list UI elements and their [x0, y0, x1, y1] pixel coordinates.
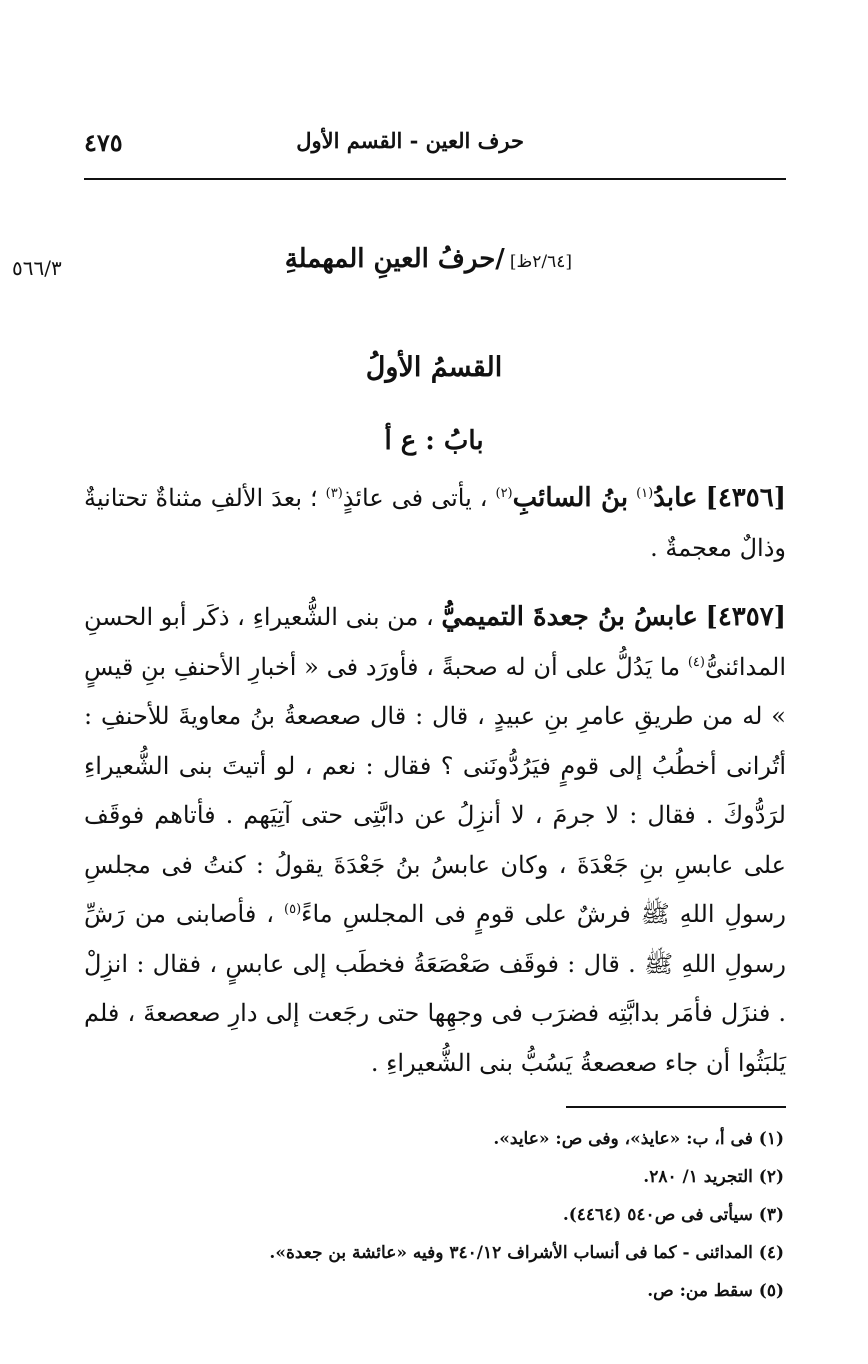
section-title: القسمُ الأولُ [365, 352, 503, 383]
entry-text: ؛ بعدَ الألفِ مثناةٌ تحتانيةٌ وذالٌ معجمةٌ . [84, 484, 786, 562]
entry-text: ، فأصابنى من رَشِّ رسولِ اللهِ ﷺ . قال : فوقَف صَعْصَعَةُ فخطَب إلى عابسٍ ، فقال : انزِلْ . فنزَل فأمَر بدابَّتِه فضرَب فى وجهِها حتى رجَعت إلى دارِ صعصعةَ ، فلم يَلبَثُوا أن جاء صعصعةُ يَسُبُّ بنى الشُّعيراءِ . [84, 900, 786, 1077]
entry-name-continued: بنُ السائبِ [512, 483, 629, 513]
entry-4357 [84, 593, 786, 1088]
entry-4356 [84, 474, 786, 573]
footnote-3: (٣) سيأتى فى ص٥٤٠ (٤٤٦٤). [562, 1205, 784, 1225]
entry-number: [٤٣٥٦] [705, 483, 786, 513]
footnote-marker: (١) [636, 486, 654, 501]
footnote-4: (٤) المدائنى - كما فى أنساب الأشراف ٣٤٠/١٢ وفيه «عائشة بن جعدة». [269, 1243, 784, 1263]
entry-name: عابدُ [653, 483, 698, 513]
body-text [84, 474, 786, 1088]
entry-text: ، من بنى الشُّعيراءِ ، ذكَر أبو الحسنِ المدائنىُّ [84, 603, 786, 681]
bab-title: بابُ : ع أ [384, 426, 484, 456]
entry-text: ، يأتى فى عائذٍ [342, 484, 488, 512]
entry-name: عابسُ بنُ جعدةَ التميميُّ [441, 602, 698, 632]
entry-text: ما يَدُلُّ على أن له صحبةً ، فأورَد فى « أخبارِ الأحنفِ بنِ قيسٍ » له من طريقِ عامرِ بنِ عبيدٍ ، قال : قال صعصعةُ بنُ معاويةَ للأحنفِ : أتُرانى أخطُبُ إلى قومٍ فيَرُدُّونَنى ؟ فقال : نعم ، لو أتيتَ بنى الشُّعيراءِ لرَدُّوكَ . فقال : لا جرمَ ، لا أنزِلُ عن دابَّتِى حتى آتِيَهم . فأتاهم فوقَف على عابسِ بنِ جَعْدَةَ ، وكان عابسُ بنُ جَعْدَةَ يقولُ : كنتُ فى مجلسِ رسولِ اللهِ ﷺ فرشٌ على قومٍ فى المجلسِ ماءً [84, 652, 786, 928]
margin-reference: ٥٦٦/٣ [12, 256, 62, 280]
footnote-marker: (٤) [687, 654, 705, 670]
running-head [84, 128, 784, 168]
chapter-heading [285, 244, 572, 274]
footnote-marker: (٢) [495, 486, 513, 501]
footnote-5: (٥) سقط من: ص. [647, 1281, 784, 1301]
footnote-marker: (٥) [284, 902, 302, 917]
footnote-rule [566, 1106, 786, 1108]
footnote-1: (١) فى أ، ب: «عايذ»، وفى ص: «عايد». [493, 1129, 784, 1149]
entry-number: [٤٣٥٧] [705, 602, 786, 632]
chapter-manuscript-ref: [٢/٦٤ظ] [509, 252, 572, 272]
chapter-title: /حرفُ العينِ المهملةِ [284, 244, 505, 274]
page-number: ٤٧٥ [84, 128, 123, 157]
running-title: حرف العين - القسم الأول [296, 128, 524, 153]
header-rule [84, 178, 786, 180]
footnote-2: (٢) التجريد ١/ ٢٨٠. [643, 1167, 784, 1187]
footnote-marker: (٣) [325, 486, 343, 501]
footnotes [82, 1120, 784, 1310]
